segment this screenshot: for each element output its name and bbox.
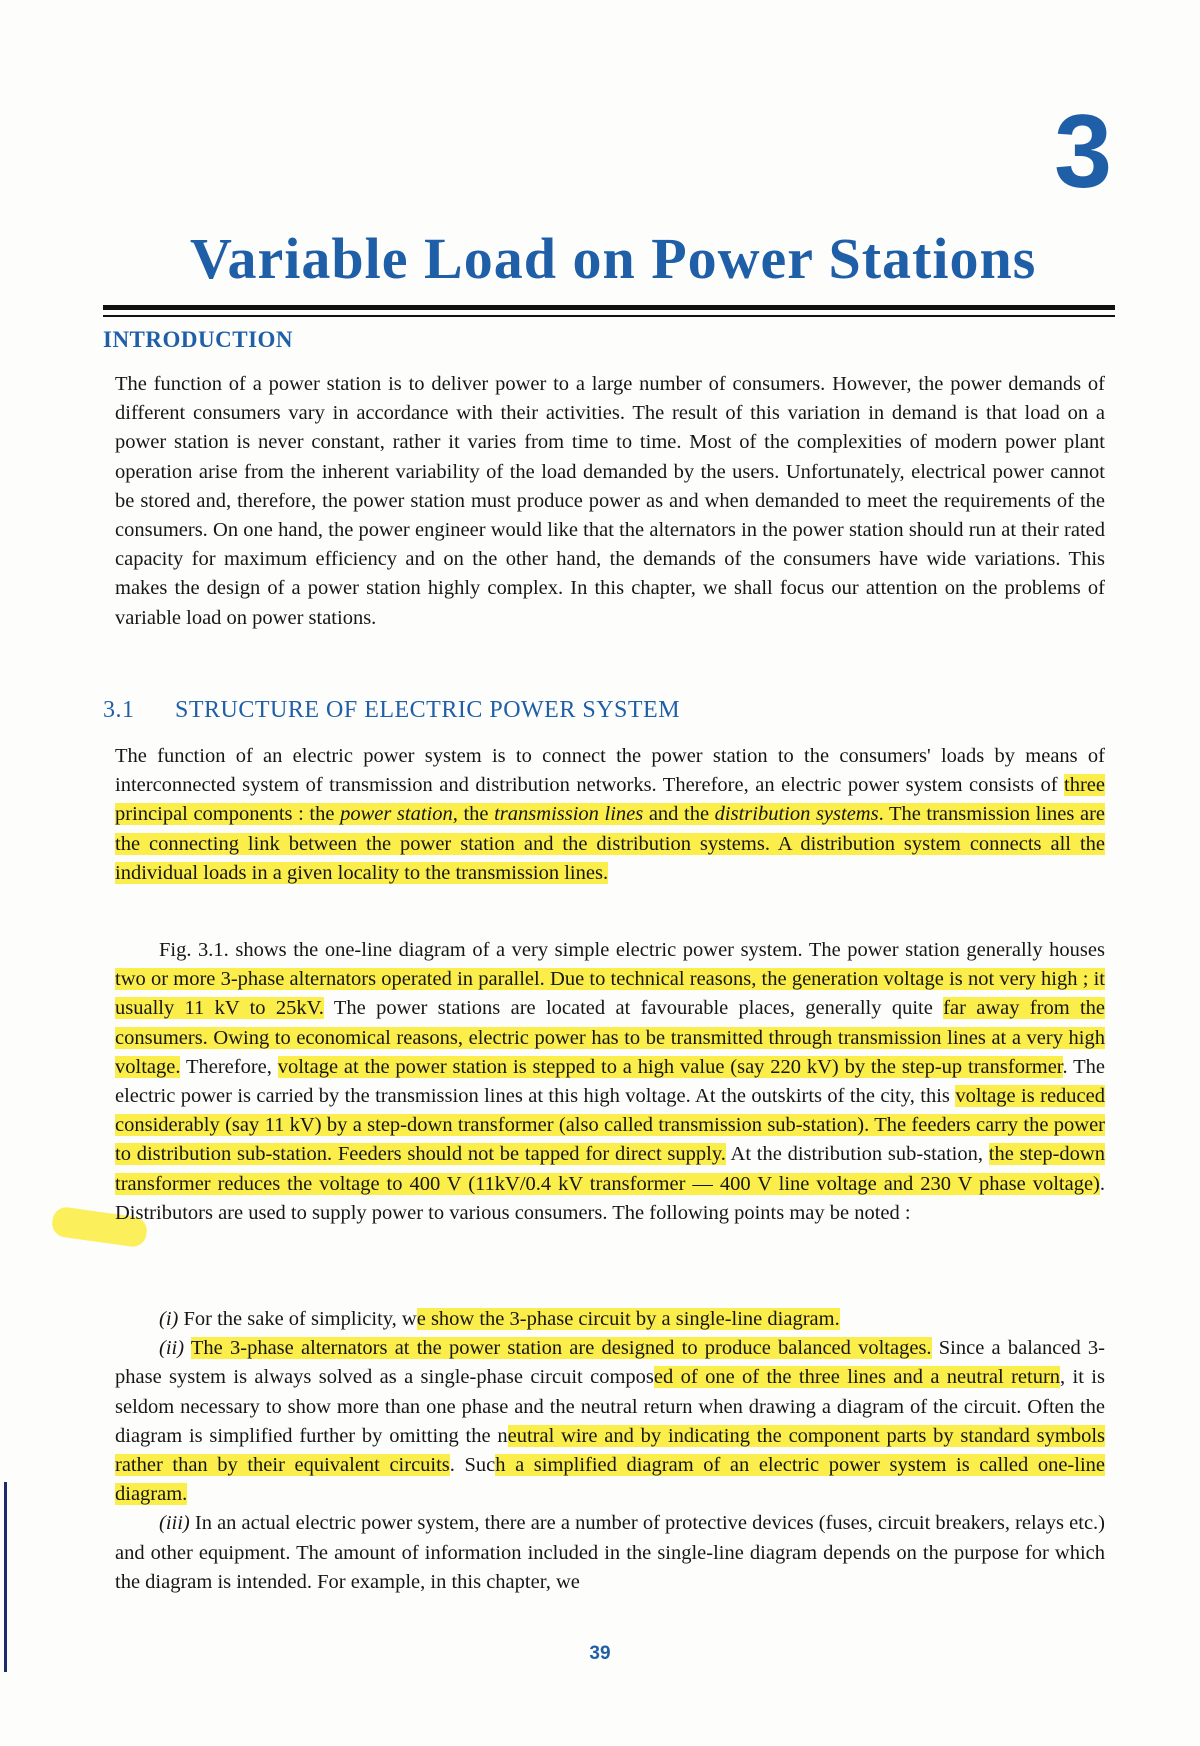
chapter-number: 3 (1054, 94, 1112, 210)
list-item: (i) For the sake of simplicity, we show the 3-phase circuit by a single-line diagram. (159, 1308, 840, 1330)
introduction-paragraph: The function of a power station is to deliver power to a large number of consumers. However, the power demands of different consumers vary in accordance with their activities. The result of this variation in demand is that load on a power station is never constant, rather it varies from time to time. Most of the complexities of modern power plant operation arise from the inherent variability of the load demanded by the users. Unfortunately, electrical power cannot be stored and, therefore, the power station must produce power as and when demanded to meet the requirements of the consumers. On one hand, the power engineer would like that the alternators in the power station should run at their rated capacity for maximum efficiency and on the other hand, the demands of the consumers have wide variations. This makes the design of a power station highly complex. In this chapter, we shall focus our attention on the problems of variable load on power stations. (115, 373, 1105, 629)
section-title: STRUCTURE OF ELECTRIC POWER SYSTEM (175, 697, 681, 723)
section-paragraph-1: The function of an electric power system is to connect the power station to the consumers' loads by means of interconnected system of transmission and distribution networks. Therefore, an electric power system consists of three principal components : the power station, the transmission lines and the distribution systems. The transmission lines are the connecting link between the power station and the distribution systems. A distribution system connects all the individual loads in a given locality to the transmission lines. (115, 745, 1105, 884)
section-paragraph-2: Fig. 3.1. shows the one-line diagram of a very simple electric power system. The power station generally houses two or more 3-phase alternators operated in parallel. Due to technical reasons, the generation voltage is not very high ; it usually 11 kV to 25kV. The power stations are located at favourable places, generally quite far away from the consumers. Owing to economical reasons, electric power has to be transmitted through transmission lines at a very high voltage. Therefore, voltage at the power station is stepped to a high value (say 220 kV) by the step-up transformer. The electric power is carried by the transmission lines at this high voltage. At the outskirts of the city, this voltage is reduced considerably (say 11 kV) by a step-down transformer (also called transmission sub-station). The feeders carry the power to distribution sub-station. Feeders should not be tapped for direct supply. At the distribution sub-station, the step-down transformer reduces the voltage to 400 V (11kV/0.4 kV transformer — 400 V line voltage and 230 V phase voltage). Distributors are used to supply power to various consumers. The following points may be noted : (115, 939, 1106, 1224)
binding-edge-mark (4, 1482, 7, 1672)
title-rule-thin (103, 315, 1115, 317)
introduction-heading: INTRODUCTION (103, 327, 294, 352)
notes-list (115, 1305, 1105, 1597)
list-item: (ii) The 3-phase alternators at the power station are designed to produce balanced voltages. Since a balanced 3-phase system is always solved as a single-phase circuit composed of one of the three lines and a neutral return, it is seldom necessary to show more than one phase and the neutral return when drawing a diagram of the circuit. Often the diagram is simplified further by omitting the neutral wire and by indicating the component parts by standard symbols rather than by their equivalent circuits. Such a simplified diagram of an electric power system is called one-line diagram. (115, 1337, 1105, 1506)
page-number: 39 (589, 1643, 611, 1664)
section-heading (103, 697, 680, 724)
chapter-title: Variable Load on Power Stations (190, 226, 1037, 291)
list-item: (iii) In an actual electric power system, there are a number of protective devices (fuses, circuit breakers, relays etc.) and other equipment. The amount of information included in the single-line diagram depends on the purpose for which the diagram is intended. For example, in this chapter, we (115, 1512, 1105, 1593)
section-number: 3.1 (103, 697, 135, 723)
title-rule-thick (103, 305, 1115, 310)
